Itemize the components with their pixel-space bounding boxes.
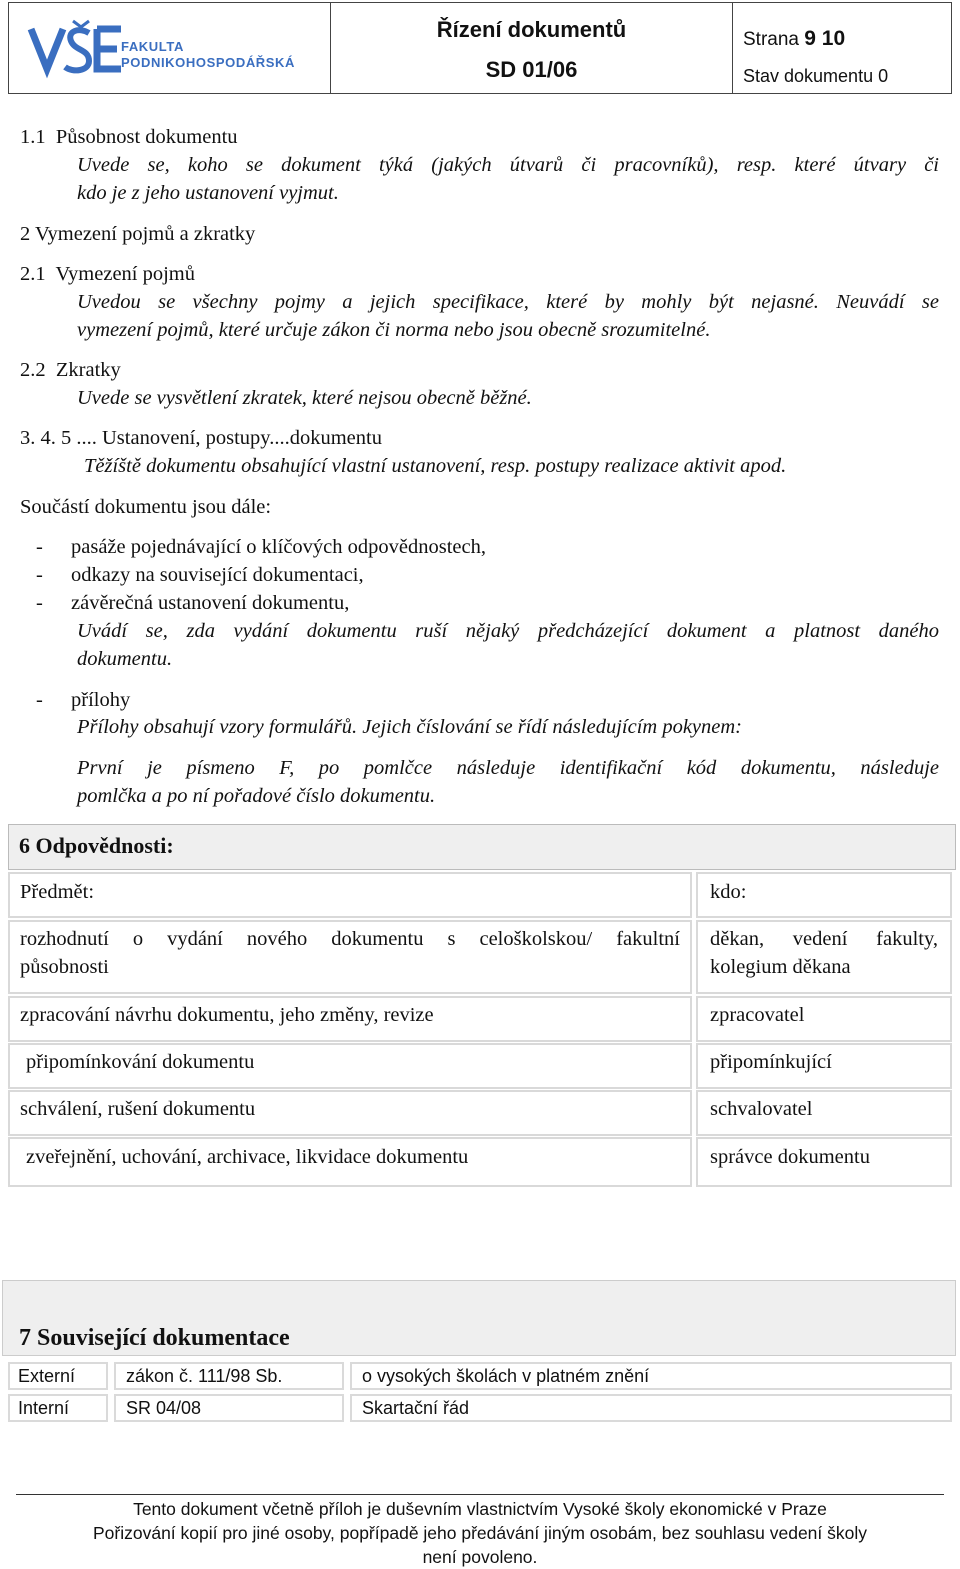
logo-line-1: FAKULTA (121, 39, 184, 54)
subject-cell: rozhodnutí o vydání nového dokumentu s celoškolskou/ fakultní (20, 928, 680, 950)
section-title: 6 Odpovědnosti: (19, 833, 174, 858)
section-2-1-heading (20, 263, 195, 286)
column-header-subject: Předmět: (20, 881, 95, 903)
section-2-2-heading (20, 359, 121, 382)
section-number: 2.1 (20, 263, 46, 285)
subject-cell: zpracování návrhu dokumentu, jeho změny, revize (20, 1004, 434, 1026)
table-row (8, 1137, 692, 1187)
section-number: 2.2 (20, 359, 46, 381)
numbering-rule-line-1: První je písmeno F, po pomlčce následuje identifikační kód dokumentu, následuje (77, 757, 939, 779)
section-title: Zkratky (55, 359, 121, 381)
who-cell: děkan, vedení fakulty, (710, 928, 938, 950)
section-2-2-desc: Uvede se vysvětlení zkratek, které nejsou obecně běžné. (77, 387, 532, 409)
logo-cell (9, 3, 331, 93)
page-value: 9 10 (804, 27, 846, 50)
list-item: - (36, 564, 43, 586)
responsibilities-section-header (8, 824, 956, 870)
related-doc-reference: zákon č. 111/98 Sb. (114, 1362, 344, 1390)
title-cell (331, 3, 733, 93)
footer (16, 1497, 944, 1569)
numbering-rule-line-2: pomlčka a po ní pořadové číslo dokumentu. (77, 785, 436, 807)
table-row (696, 996, 952, 1042)
related-doc-type: Interní (8, 1394, 108, 1422)
table-row (8, 1090, 692, 1136)
section-title: 7 Související dokumentace (19, 1325, 290, 1351)
section-title: Působnost dokumentu (55, 126, 238, 148)
footer-divider (16, 1494, 944, 1495)
list-item: pasáže pojednávající o klíčových odpovědnostech, (71, 536, 486, 558)
page-label: Strana (743, 29, 799, 50)
subject-cell: připomínkování dokumentu (26, 1051, 255, 1073)
related-docs-section-header (2, 1280, 956, 1356)
final-provisions-desc-line-1: Uvádí se, zda vydání dokumentu ruší nějaký předcházející dokument a platnost daného (77, 620, 939, 642)
list-item: závěrečná ustanovení dokumentu, (71, 592, 350, 614)
table-row (696, 920, 952, 994)
table-header-cell (8, 872, 692, 918)
logo-line-2: PODNIKOHOSPODÁŘSKÁ (121, 55, 296, 70)
list-item: odkazy na související dokumentaci, (71, 564, 364, 586)
document-state: Stav dokumentu 0 (743, 66, 889, 86)
footer-line-2: Pořizování kopií pro jiné osoby, popřípadě jeho předávání jiným osobám, bez souhlasu vedení školy (92, 1523, 868, 1543)
who-cell: zpracovatel (710, 1004, 805, 1026)
annex-desc: Přílohy obsahují vzory formulářů. Jejich číslování se řídí následujícím pokynem: (77, 716, 742, 738)
section-2-1-desc-line-1: Uvedou se všechny pojmy a jejich specifikace, které by mohly být nejasné. Neuvádí se (77, 291, 939, 313)
table-header-cell (696, 872, 952, 918)
section-3-desc: Těžíště dokumentu obsahující vlastní ustanovení, resp. postupy realizace aktivit apod. (84, 455, 787, 477)
subject-cell-continued: působnosti (20, 956, 109, 978)
subject-cell: zveřejnění, uchování, archivace, likvidace dokumentu (26, 1146, 469, 1168)
subject-cell: schválení, rušení dokumentu (20, 1098, 256, 1120)
page-indicator (743, 27, 845, 51)
section-1-1-heading (20, 126, 238, 149)
related-doc-type: Externí (8, 1362, 108, 1390)
who-cell: schvalovatel (710, 1098, 813, 1120)
section-2-1-desc-line-2: vymezení pojmů, které určuje zákon či norma nebo jsou obecně srozumitelné. (77, 319, 711, 341)
related-doc-description: o vysokých školách v platném znění (350, 1362, 952, 1390)
related-doc-description: Skartační řád (350, 1394, 952, 1422)
vse-logo-icon (27, 19, 127, 79)
document-title: Řízení dokumentů (436, 17, 627, 42)
list-item: - (36, 592, 43, 614)
annex-bullet: přílohy (71, 689, 131, 711)
section-number: 1.1 (20, 126, 46, 148)
who-cell-continued: kolegium děkana (710, 956, 851, 978)
final-provisions-desc-line-2: dokumentu. (77, 648, 173, 670)
table-row (8, 996, 692, 1042)
section-1-1-desc-line-1: Uvede se, koho se dokument týká (jakých útvarů či pracovníků), resp. které útvary či (77, 154, 939, 176)
table-row (8, 920, 692, 994)
column-header-who: kdo: (710, 881, 747, 903)
list-item: - (36, 536, 43, 558)
who-cell: správce dokumentu (710, 1146, 870, 1168)
list-item: - (36, 689, 43, 711)
table-row (8, 1043, 692, 1089)
footer-line-3: není povoleno. (422, 1547, 538, 1567)
section-title: Vymezení pojmů (55, 263, 196, 285)
who-cell: připomínkující (710, 1051, 832, 1073)
table-row (696, 1043, 952, 1089)
document-code: SD 01/06 (485, 57, 578, 82)
section-3-heading: 3. 4. 5 .... Ustanovení, postupy....dokumentu (20, 427, 382, 449)
parts-intro: Součástí dokumentu jsou dále: (20, 496, 272, 518)
section-2-heading: 2 Vymezení pojmů a zkratky (20, 223, 256, 245)
table-row (696, 1137, 952, 1187)
meta-cell (733, 3, 951, 93)
related-doc-reference: SR 04/08 (114, 1394, 344, 1422)
section-1-1-desc-line-2: kdo je z jeho ustanovení vyjmut. (77, 182, 339, 204)
document-header (8, 2, 952, 94)
table-row (696, 1090, 952, 1136)
footer-line-1: Tento dokument včetně příloh je duševním vlastnictvím Vysoké školy ekonomické v Praze (133, 1499, 827, 1519)
